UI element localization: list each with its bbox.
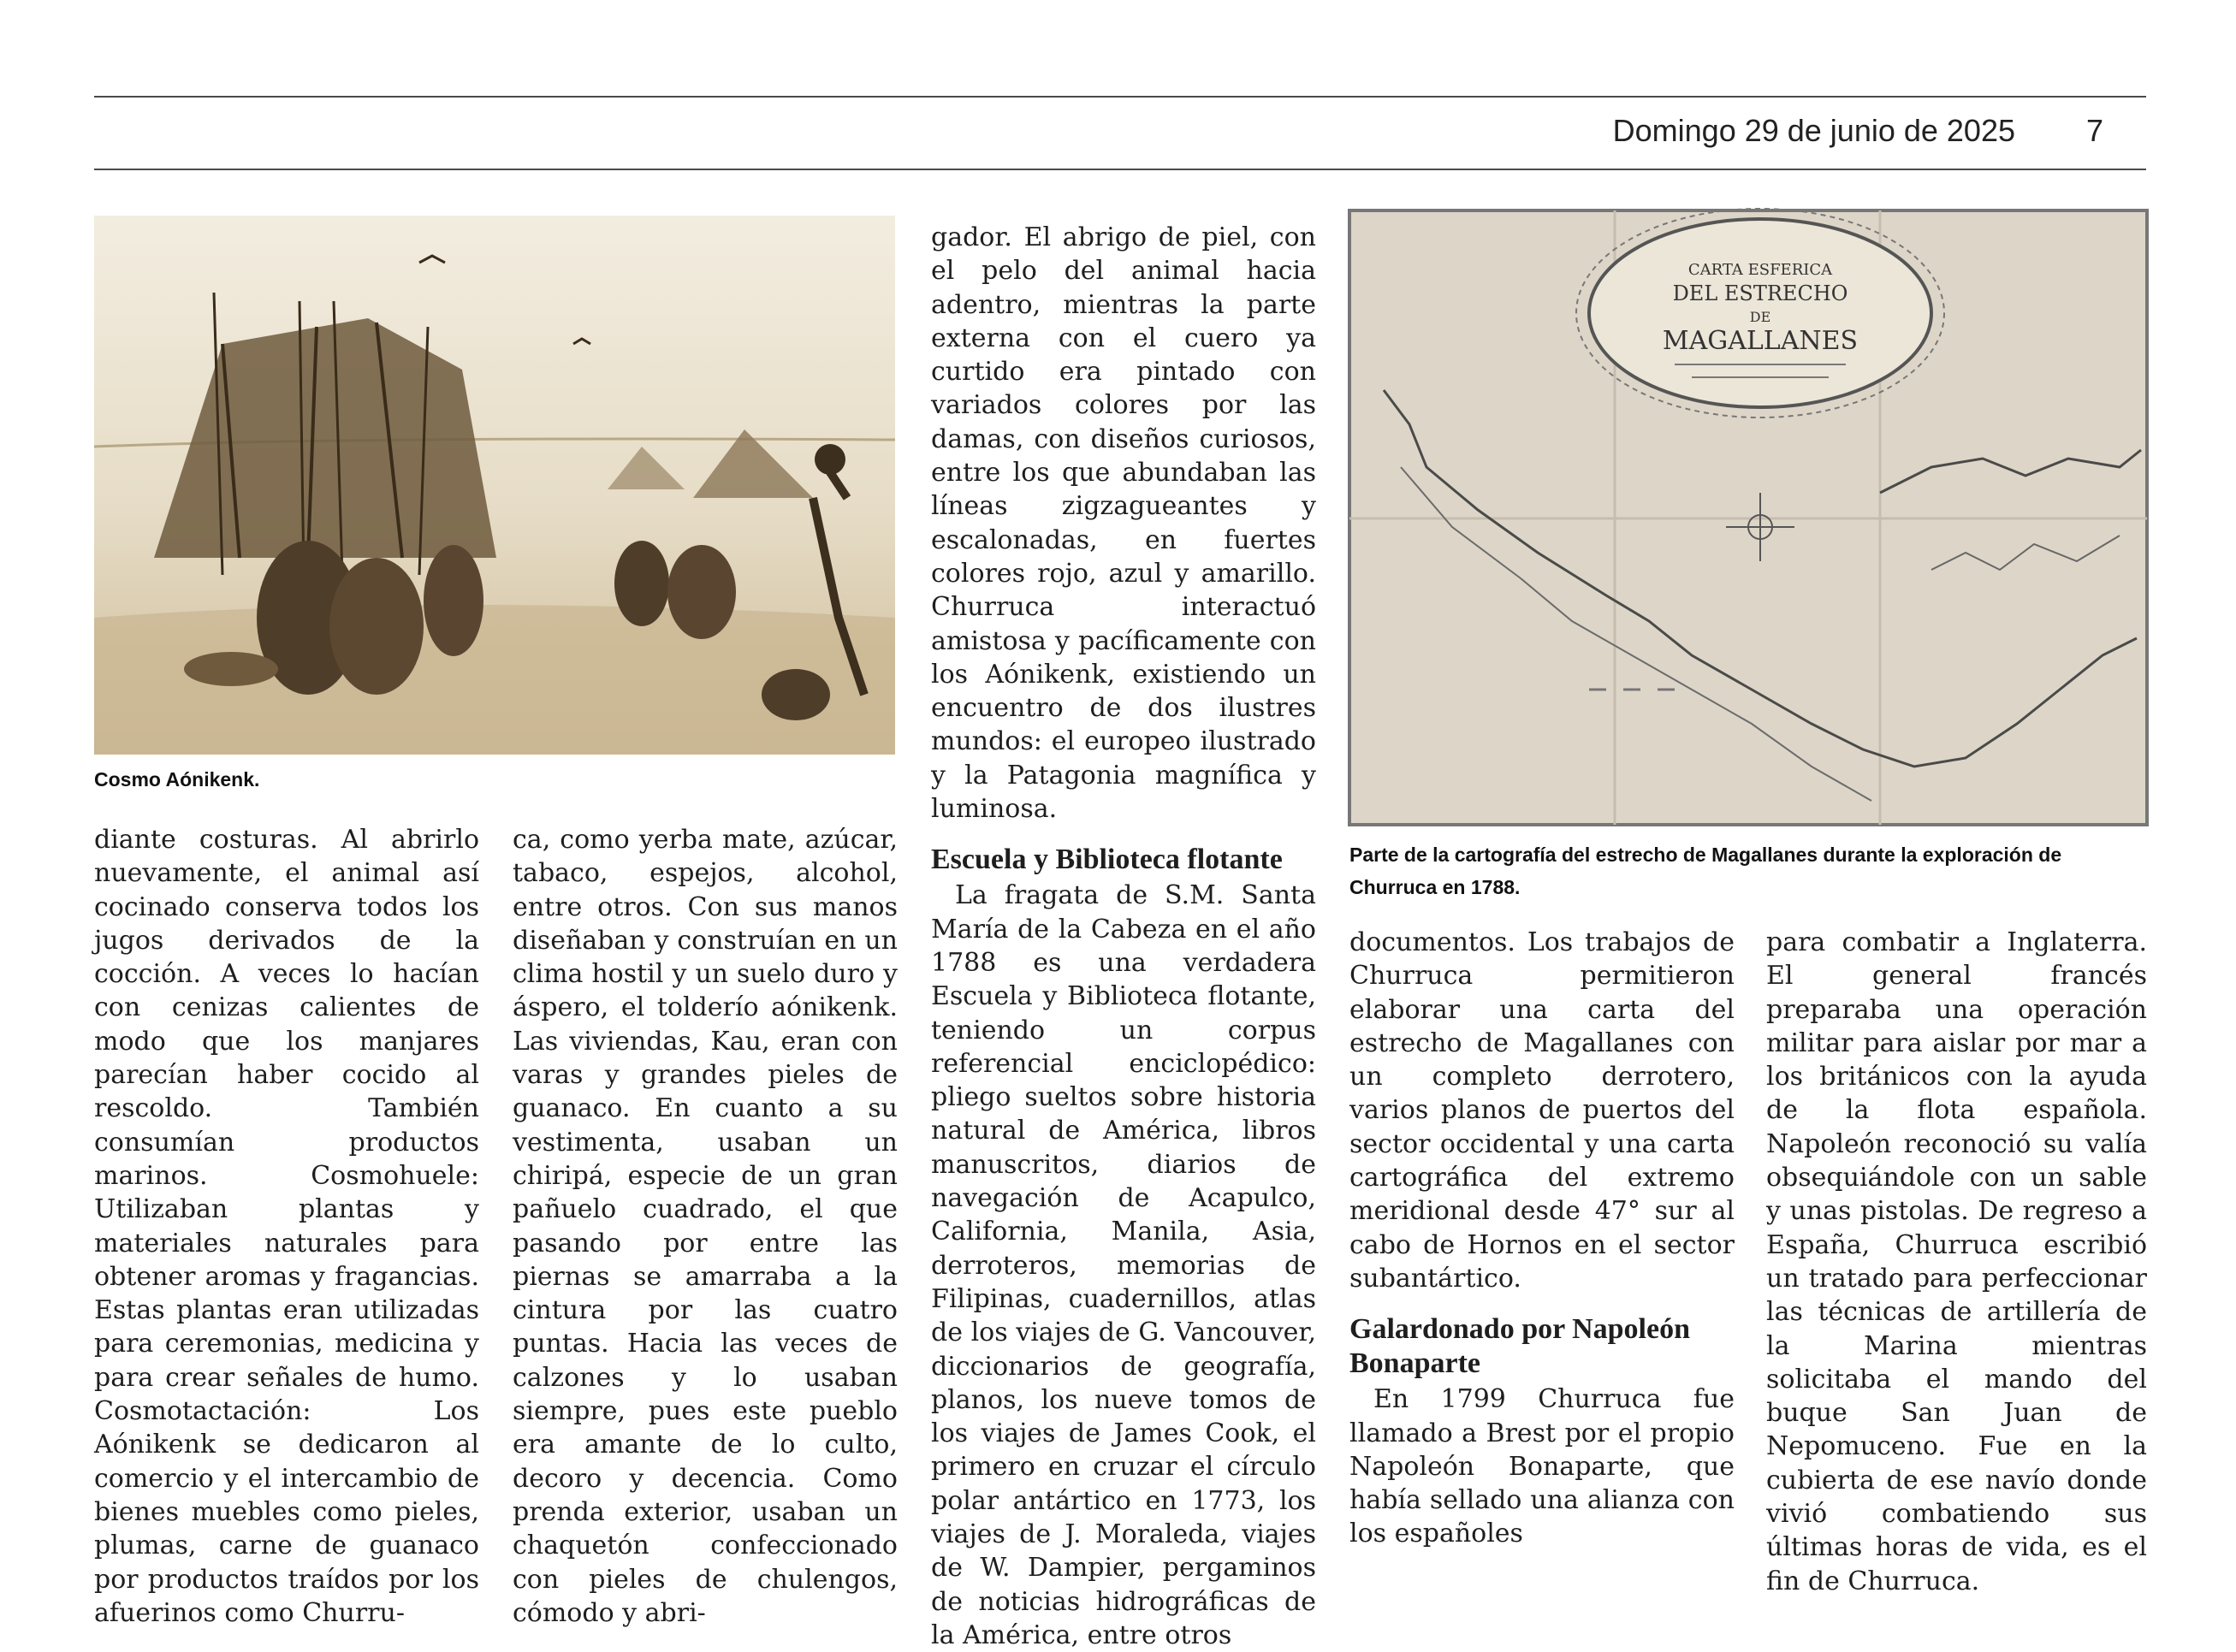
article-column-3: [931, 221, 1316, 1650]
article-column-5: [1766, 926, 2147, 1596]
page-number: 7: [2086, 113, 2104, 148]
header-date: Domingo 29 de junio de 2025: [1612, 113, 2015, 148]
article-paragraph: ca, como yerba mate, azúcar, tabaco, espejos, alcohol, entre otros. Con sus manos diseñaban y construían en un clima hostil y un suelo duro y áspero, el tolderío aónikenk. Las viviendas, Kau, eran con varas y grandes pieles de guanaco. En cuanto a su vestimenta, usaban un chiripá, especie de un gran pañuelo cuadrado, el que pasando por entre las piernas se amarraba a la cintura por las cuatro puntas. Hacia las veces de calzones y lo usaban siempre, pues este pueblo era amante de lo culto, decoro y decencia. Como prenda exterior, usaban un chaquetón confeccionado con pieles de chulengos, cómodo y abri-: [513, 825, 898, 1628]
strait-of-magellan-map: [1349, 210, 2147, 825]
article-paragraph: documentos. Los trabajos de Churruca permitieron elaborar una carta del estrecho de Magallanes con un completo derrotero, varios planos de puertos del sector occidental y una carta cartográfica del extremo meridional desde 47° sur al cabo de Hornos en el sector subantártico.: [1349, 927, 1735, 1294]
article-paragraph: diante costuras. Al abrirlo nuevamente, el animal así cocinado conserva todos los jugos derivados de la cocción. A veces lo hacían con cenizas calientes de modo que los manjares parecían haber cocido al rescoldo. También consumían productos marinos. Cosmohuele: Utilizaban plantas y materiales naturales para obtener aromas y fragancias. Estas plantas eran utilizadas para ceremonias, medicina y para crear señales de humo. Cosmotactación: Los Aónikenk se dedicaron al comercio y el intercambio de bienes muebles como pieles, plumas, carne de guanaco por productos traídos por los afuerinos como Churru-: [94, 825, 479, 1628]
cartouche-line-3: DE: [1749, 309, 1771, 325]
left-illustration-caption: Cosmo Aónikenk.: [94, 768, 260, 790]
article-column-2: [513, 823, 898, 1628]
subheading-napoleon: Galardonado por Napoleón Bonaparte: [1349, 1313, 1691, 1380]
article-paragraph: En 1799 Churruca fue llamado a Brest por el propio Napoleón Bonaparte, que había sellado una alianza con los españoles: [1349, 1384, 1735, 1549]
article-paragraph: gador. El abrigo de piel, con el pelo del animal hacia adentro, mientras la parte externa con el cuero ya curtido era pintado con variados colores por las damas, con diseños curiosos, entre los que abundaban las líneas zigzagueantes y escalonadas, en fuertes colores rojo, azul y amarillo. Churruca interactuó amistosa y pacíficamente con los Aónikenk, existiendo un encuentro de dos ilustres mundos: el europeo ilustrado y la Patagonia magnífica y luminosa.: [931, 222, 1316, 825]
right-illustration-caption: Parte de la cartografía del estrecho de Magallanes durante la exploración de Churruca en 1788.: [1349, 844, 2062, 898]
subheading-escuela-biblioteca: Escuela y Biblioteca flotante: [931, 844, 1283, 876]
article-column-1: [94, 823, 479, 1628]
article-column-4: [1349, 926, 1735, 1549]
tolderia-engraving-illustration: [94, 216, 895, 755]
cartouche-line-4: MAGALLANES: [1662, 326, 1859, 356]
article-paragraph: para combatir a Inglaterra. El general francés preparaba una operación militar para aislar por mar a los británicos con la ayuda de la flota española. Napoleón reconoció su valía obsequiándole con un sable y unas pistolas. De regreso a España, Churruca escribió un tratado para perfeccionar las técnicas de artillería de la Marina mientras solicitaba el mando del buque San Juan de Nepomuceno. Fue en la cubierta de ese navío donde vivió combatiendo sus últimas horas de vida, es el fin de Churruca.: [1766, 927, 2147, 1596]
header-top-rule: [94, 96, 2146, 98]
cartouche-line-2: DEL ESTRECHO: [1672, 281, 1848, 305]
article-paragraph: La fragata de S.M. Santa María de la Cabeza en el año 1788 es una verdadera Escuela y Biblioteca flotante, teniendo un corpus referencial enciclopédico: pliego sueltos sobre historia natural de América, libros manuscritos, diarios de navegación de Acapulco, California, Manila, Asia, derroteros, memorias de Filipinas, cuadernillos, atlas de los viajes de G. Vancouver, diccionarios de geografía, planos, los nueve tomos de los viajes de James Cook, el primero en cruzar el círculo polar antártico en 1773, los viajes de J. Moraleda, viajes de W. Dampier, pergaminos de noticias hidrográficas de la América, entre otros: [931, 880, 1316, 1650]
cartouche-line-1: CARTA ESFERICA: [1687, 261, 1833, 279]
header-bottom-rule: [94, 169, 2146, 170]
